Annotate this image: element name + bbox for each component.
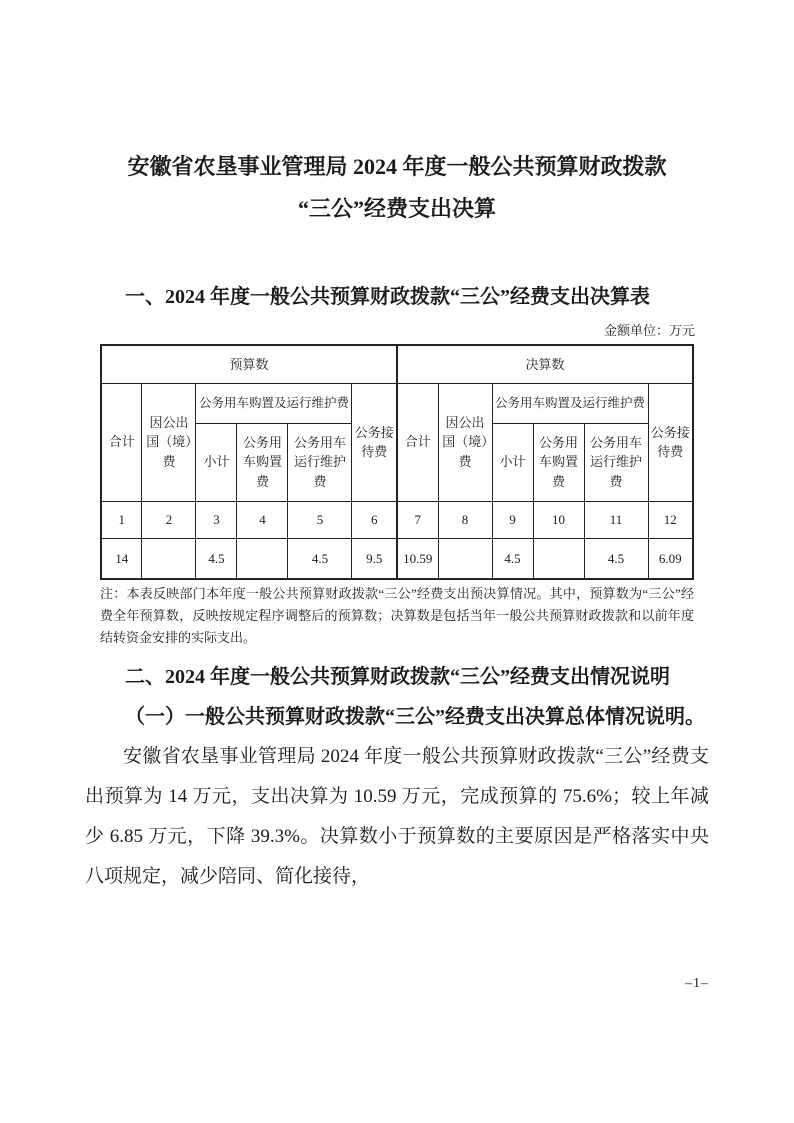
value-final-abroad (438, 538, 492, 579)
column-number: 4 (237, 501, 288, 538)
section-2-sub-heading-1: （一）一般公共预算财政拨款“三公”经费支出决算总体情况说明。 (125, 706, 705, 728)
column-number: 9 (492, 501, 533, 538)
final-vehicle-purchase-header: 公务用车购置费 (533, 423, 584, 501)
final-total-header: 合计 (397, 383, 438, 501)
three-public-expense-table (100, 344, 694, 580)
table-group-header-row (101, 345, 693, 383)
title-line-1: 安徽省农垦事业管理局 2024 年度一般公共预算财政拨款 (127, 154, 667, 179)
value-final-reception: 6.09 (648, 538, 693, 579)
value-final-vehicle-maintenance: 4.5 (584, 538, 648, 579)
column-number: 5 (288, 501, 352, 538)
budget-total-header: 合计 (101, 383, 142, 501)
value-final-vehicle-purchase (533, 538, 584, 579)
column-number: 8 (438, 501, 492, 538)
section-1-heading: 一、2024 年度一般公共预算财政拨款“三公”经费支出决算表 (125, 286, 650, 308)
final-vehicle-maintenance-header: 公务用车运行维护费 (584, 423, 648, 501)
column-number: 2 (142, 501, 196, 538)
budget-group-header: 预算数 (101, 345, 397, 383)
column-number: 1 (101, 501, 142, 538)
value-budget-reception: 9.5 (352, 538, 397, 579)
value-budget-vehicle-purchase (237, 538, 288, 579)
budget-reception-header: 公务接待费 (352, 383, 397, 501)
table-header-row-upper (101, 383, 693, 423)
column-number: 12 (648, 501, 693, 538)
section-2-heading: 二、2024 年度一般公共预算财政拨款“三公”经费支出情况说明 (125, 666, 670, 688)
column-number: 6 (352, 501, 397, 538)
budget-vehicle-purchase-header: 公务用车购置费 (237, 423, 288, 501)
table-column-number-row (101, 501, 693, 538)
column-number: 3 (196, 501, 237, 538)
value-budget-total: 14 (101, 538, 142, 579)
final-reception-header: 公务接待费 (648, 383, 693, 501)
budget-vehicle-maintenance-header: 公务用车运行维护费 (288, 423, 352, 501)
column-number: 11 (584, 501, 648, 538)
budget-vehicle-subtotal-header: 小计 (196, 423, 237, 501)
final-abroad-header: 因公出国（境）费 (438, 383, 492, 501)
table-value-row (101, 538, 693, 579)
value-final-total: 10.59 (397, 538, 438, 579)
amount-unit-label: 金额单位：万元 (603, 323, 695, 338)
column-number: 10 (533, 501, 584, 538)
column-number: 7 (397, 501, 438, 538)
final-vehicle-subtotal-header: 小计 (492, 423, 533, 501)
final-vehicle-group-header: 公务用车购置及运行维护费 (492, 383, 648, 423)
value-budget-abroad (142, 538, 196, 579)
value-budget-vehicle-subtotal: 4.5 (196, 538, 237, 579)
value-budget-vehicle-maintenance: 4.5 (288, 538, 352, 579)
budget-abroad-header: 因公出国（境）费 (142, 383, 196, 501)
document-title (85, 0, 709, 230)
table-note: 注：本表反映部门本年度一般公共预算财政拨款“三公”经费支出预决算情况。其中，预算数为“三公”经费全年预算数，反映按规定程序调整后的预算数；决算数是包括当年一般公共预算财政拨款和以前年度结转资金安排的实际支出。 (100, 586, 694, 645)
budget-vehicle-group-header: 公务用车购置及运行维护费 (196, 383, 352, 423)
title-line-2: “三公”经费支出决算 (297, 196, 496, 221)
page-number: –1– (685, 976, 709, 991)
final-group-header: 决算数 (397, 345, 693, 383)
body-paragraph-1: 安徽省农垦事业管理局 2024 年度一般公共预算财政拨款“三公”经费支出预算为 14 万元，支出决算为 10.59 万元，完成预算的 75.6%；较上年减少 6.85 万元，下降 39.3%。决算数小于预算数的主要原因是严格落实中央八项规定，减少陪同、简化接待， (85, 746, 709, 887)
value-final-vehicle-subtotal: 4.5 (492, 538, 533, 579)
